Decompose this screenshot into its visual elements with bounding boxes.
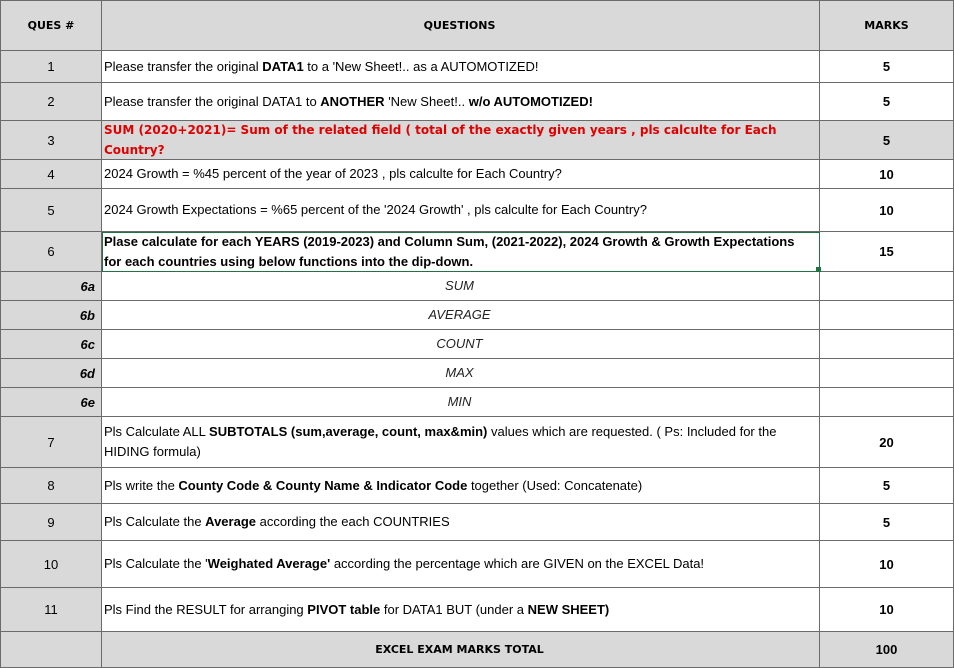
question-text-cell[interactable] bbox=[102, 51, 820, 83]
question-number: 7 bbox=[47, 434, 55, 450]
question-text: SUM (2020+2021)= Sum of the related field ( total of the exactly given years , pls calculte for Each Country? bbox=[104, 123, 777, 157]
marks-value: 10 bbox=[879, 202, 894, 218]
total-empty-cell[interactable] bbox=[0, 632, 102, 668]
table-row bbox=[0, 189, 954, 232]
question-number: 11 bbox=[44, 602, 58, 617]
total-marks-value: 100 bbox=[875, 642, 898, 657]
question-text: 2024 Growth = %45 percent of the year of 2023 , pls calculte for Each Country? bbox=[104, 166, 562, 181]
table-row bbox=[0, 83, 954, 121]
header-questions-cell[interactable] bbox=[102, 0, 820, 51]
question-text-cell[interactable] bbox=[102, 189, 820, 232]
sub-label: 6d bbox=[79, 365, 95, 381]
question-text: Pls Calculate ALL SUBTOTALS (sum,average, count, max&min) values which are requested. ( Ps: Included for the HIDING formula) bbox=[104, 424, 777, 459]
marks-cell[interactable] bbox=[820, 504, 954, 541]
sub-function-cell[interactable] bbox=[102, 301, 820, 330]
marks-value: 10 bbox=[879, 166, 894, 182]
question-text: Pls Calculate the 'Weighated Average' according the percentage which are GIVEN on the EXCEL Data! bbox=[104, 556, 705, 571]
marks-value: 10 bbox=[879, 556, 894, 572]
question-number-cell[interactable] bbox=[0, 121, 102, 160]
table-row bbox=[0, 417, 954, 468]
sub-label: 6e bbox=[80, 394, 95, 410]
question-number: 10 bbox=[43, 556, 59, 572]
table-row bbox=[0, 51, 954, 83]
sub-label-cell[interactable] bbox=[0, 301, 102, 330]
sub-function-cell[interactable] bbox=[102, 359, 820, 388]
sub-function: MIN bbox=[447, 394, 472, 409]
question-number-cell[interactable] bbox=[0, 468, 102, 504]
question-text-cell[interactable] bbox=[102, 417, 820, 468]
table-row bbox=[0, 504, 954, 541]
question-text: Pls Find the RESULT for arranging PIVOT table for DATA1 BUT (under a NEW SHEET) bbox=[104, 601, 610, 617]
marks-value: 5 bbox=[882, 59, 891, 74]
table-row bbox=[0, 541, 954, 588]
sub-function: MAX bbox=[445, 365, 474, 380]
marks-cell-empty[interactable] bbox=[820, 272, 954, 301]
question-number: 8 bbox=[47, 478, 55, 493]
marks-cell-empty[interactable] bbox=[820, 388, 954, 417]
marks-cell[interactable] bbox=[820, 541, 954, 588]
sub-function: AVERAGE bbox=[428, 307, 491, 322]
marks-cell-empty[interactable] bbox=[820, 301, 954, 330]
sub-row bbox=[0, 330, 954, 359]
table-row bbox=[0, 121, 954, 160]
question-number: 3 bbox=[47, 132, 55, 148]
question-number-cell[interactable] bbox=[0, 588, 102, 632]
question-number-cell[interactable] bbox=[0, 51, 102, 83]
sub-row bbox=[0, 272, 954, 301]
question-text: Pls write the County Code & County Name & Indicator Code together (Used: Concatenate) bbox=[104, 477, 643, 493]
sub-label: 6a bbox=[80, 278, 95, 294]
sub-label: 6c bbox=[80, 336, 95, 352]
question-text: Please transfer the original DATA1 to ANOTHER 'New Sheet!.. w/o AUTOMOTIZED! bbox=[104, 93, 593, 109]
question-number-cell[interactable] bbox=[0, 232, 102, 272]
sub-label-cell[interactable] bbox=[0, 330, 102, 359]
question-number: 1 bbox=[47, 59, 55, 74]
question-number-cell[interactable] bbox=[0, 189, 102, 232]
question-text: Please transfer the original DATA1 to a 'New Sheet!.. as a AUTOMOTIZED! bbox=[104, 58, 539, 74]
marks-value: 20 bbox=[879, 434, 894, 450]
question-text-cell[interactable] bbox=[102, 468, 820, 504]
question-text-cell[interactable] bbox=[102, 541, 820, 588]
question-number: 4 bbox=[47, 166, 55, 182]
question-text-cell-selected[interactable] bbox=[102, 232, 820, 272]
table-row bbox=[0, 588, 954, 632]
question-text-cell[interactable] bbox=[102, 83, 820, 121]
sub-function: COUNT bbox=[436, 336, 483, 351]
question-text: 2024 Growth Expectations = %65 percent of the '2024 Growth' , pls calculte for Each Country? bbox=[104, 202, 647, 217]
marks-cell[interactable] bbox=[820, 121, 954, 160]
question-text-cell[interactable] bbox=[102, 588, 820, 632]
question-number-cell[interactable] bbox=[0, 160, 102, 189]
question-text: Pls Calculate the Average according the each COUNTRIES bbox=[104, 514, 450, 529]
sub-row bbox=[0, 359, 954, 388]
total-label: EXCEL EXAM MARKS TOTAL bbox=[375, 642, 544, 656]
question-text-cell[interactable] bbox=[102, 504, 820, 541]
marks-cell[interactable] bbox=[820, 588, 954, 632]
table-row bbox=[0, 468, 954, 504]
table-row bbox=[0, 232, 954, 272]
question-number: 5 bbox=[47, 202, 55, 218]
question-number-cell[interactable] bbox=[0, 541, 102, 588]
sub-function-cell[interactable] bbox=[102, 272, 820, 301]
total-marks-cell[interactable] bbox=[820, 632, 954, 668]
sub-function-cell[interactable] bbox=[102, 330, 820, 359]
header-row bbox=[0, 0, 954, 51]
marks-cell[interactable] bbox=[820, 417, 954, 468]
question-text-cell[interactable] bbox=[102, 121, 820, 160]
marks-value: 5 bbox=[882, 132, 891, 148]
marks-value: 5 bbox=[882, 94, 891, 109]
marks-cell-empty[interactable] bbox=[820, 359, 954, 388]
sub-label: 6b bbox=[79, 307, 95, 323]
table-row bbox=[0, 160, 954, 189]
sub-function: SUM bbox=[445, 278, 474, 293]
header-marks-cell[interactable] bbox=[820, 0, 954, 51]
question-number: 9 bbox=[47, 514, 55, 530]
question-number-cell[interactable] bbox=[0, 417, 102, 468]
header-questions-label: QUESTIONS bbox=[423, 18, 496, 32]
question-number-cell[interactable] bbox=[0, 504, 102, 541]
sub-label-cell[interactable] bbox=[0, 388, 102, 417]
marks-cell-empty[interactable] bbox=[820, 330, 954, 359]
sub-row bbox=[0, 388, 954, 417]
question-number-cell[interactable] bbox=[0, 83, 102, 121]
sub-row bbox=[0, 301, 954, 330]
marks-cell[interactable] bbox=[820, 83, 954, 121]
marks-cell[interactable] bbox=[820, 51, 954, 83]
sub-label-cell[interactable] bbox=[0, 359, 102, 388]
question-text: Plase calculate for each YEARS (2019-2023) and Column Sum, (2021-2022), 2024 Growth & Growth Expectations for each countries using below functions into the dip-down. bbox=[104, 233, 795, 269]
question-number: 6 bbox=[47, 244, 55, 259]
marks-value: 5 bbox=[882, 478, 891, 493]
sub-function-cell[interactable] bbox=[102, 388, 820, 417]
total-row bbox=[0, 632, 954, 668]
marks-cell[interactable] bbox=[820, 232, 954, 272]
question-number: 2 bbox=[47, 94, 55, 109]
header-ques-label: QUES # bbox=[27, 19, 75, 32]
marks-value: 5 bbox=[882, 514, 891, 530]
marks-cell[interactable] bbox=[820, 189, 954, 232]
header-marks-label: MARKS bbox=[864, 19, 909, 32]
header-ques-cell[interactable] bbox=[0, 0, 102, 51]
marks-value: 15 bbox=[879, 244, 894, 259]
marks-cell[interactable] bbox=[820, 160, 954, 189]
question-text-cell[interactable] bbox=[102, 160, 820, 189]
total-label-cell[interactable] bbox=[102, 632, 820, 668]
sub-label-cell[interactable] bbox=[0, 272, 102, 301]
marks-value: 10 bbox=[879, 602, 894, 617]
marks-cell[interactable] bbox=[820, 468, 954, 504]
